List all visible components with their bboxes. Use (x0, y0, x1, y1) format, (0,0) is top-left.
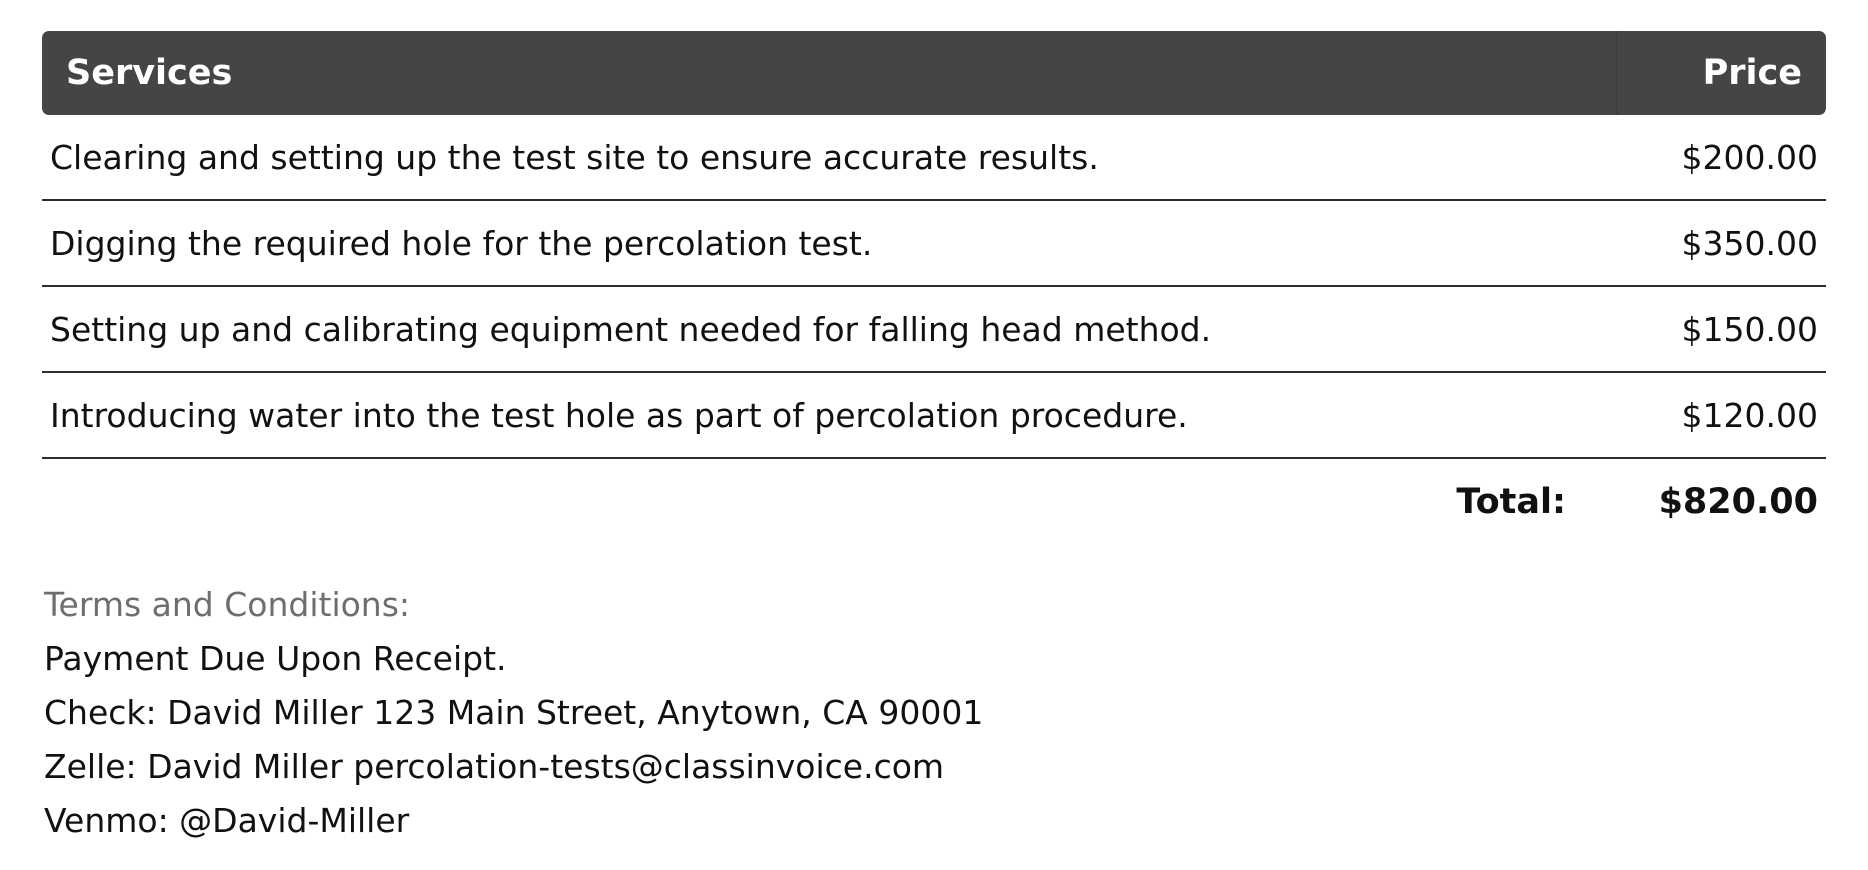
terms-line-payment: Payment Due Upon Receipt. (44, 639, 507, 678)
services-table (42, 31, 1826, 545)
service-description: Clearing and setting up the test site to ensure accurate results. (50, 137, 1099, 177)
service-price: $120.00 (1681, 395, 1818, 435)
terms-line-venmo: Venmo: @David-Miller (44, 801, 410, 840)
total-value: $820.00 (1658, 482, 1818, 522)
service-description: Digging the required hole for the percolation test. (50, 223, 873, 263)
terms-title: Terms and Conditions: (44, 585, 411, 624)
total-label: Total: (1456, 482, 1566, 522)
services-column-header: Services (66, 53, 233, 93)
service-price: $150.00 (1681, 309, 1818, 349)
table-row (42, 373, 1826, 459)
terms-line-check: Check: David Miller 123 Main Street, Anytown, CA 90001 (44, 693, 984, 732)
service-description: Setting up and calibrating equipment needed for falling head method. (50, 309, 1212, 349)
service-price: $350.00 (1681, 223, 1818, 263)
table-header (42, 31, 1826, 115)
terms-section (44, 578, 983, 848)
table-row (42, 287, 1826, 373)
table-row (42, 201, 1826, 287)
terms-line-zelle: Zelle: David Miller percolation-tests@classinvoice.com (44, 747, 945, 786)
table-row (42, 115, 1826, 201)
service-description: Introducing water into the test hole as part of percolation procedure. (50, 395, 1188, 435)
price-column-header: Price (1616, 31, 1826, 115)
service-price: $200.00 (1681, 137, 1818, 177)
total-row (42, 459, 1826, 545)
